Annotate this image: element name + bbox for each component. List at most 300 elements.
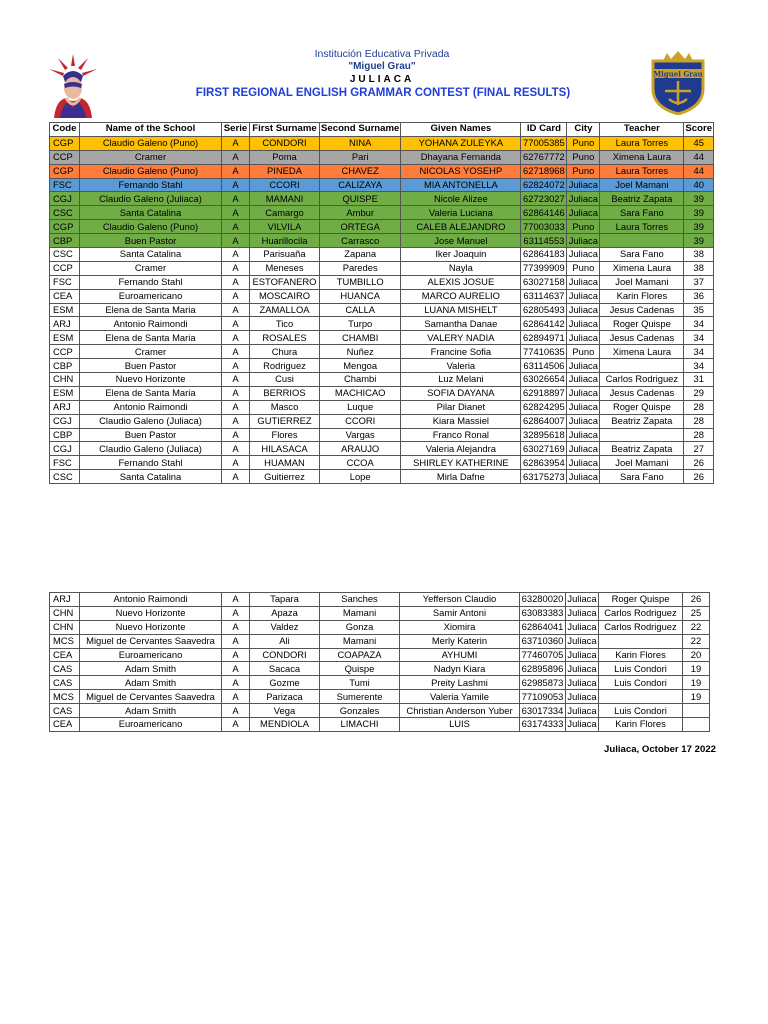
table-cell: Gonzales (320, 704, 400, 718)
table-cell: VILVILA (250, 220, 320, 234)
table-cell: 40 (684, 178, 714, 192)
table-cell: ARJ (50, 317, 80, 331)
table-cell: A (222, 164, 250, 178)
table-cell: Elena de Santa Maria (80, 331, 222, 345)
table-cell: 34 (684, 331, 714, 345)
table-cell: CCORI (320, 414, 401, 428)
table-cell: A (222, 289, 250, 303)
table-cell: Poma (250, 150, 320, 164)
table-cell: Luis Condori (599, 676, 683, 690)
table-cell: Juliaca (567, 635, 597, 647)
table-cell: ZAMALLOA (250, 303, 320, 317)
table-cell: Sara Fano (600, 206, 684, 220)
table-cell: CGP (50, 164, 80, 178)
table-cell: ROSALES (250, 331, 320, 345)
table-cell: Juliaca (567, 607, 597, 619)
table-cell: 63710360 (520, 634, 566, 648)
table-cell: Valeria Yamile (400, 690, 520, 704)
table-cell: Euroamericano (80, 648, 222, 662)
table-cell: A (222, 234, 250, 248)
table-cell: CAS (50, 676, 80, 690)
table-cell: 39 (684, 192, 714, 206)
table-cell: 77399909 (521, 261, 567, 275)
table-cell: QUISPE (320, 192, 401, 206)
table-cell: Carlos Rodriguez (599, 606, 683, 620)
table-cell (683, 704, 710, 718)
table-cell: Guitierrez (250, 470, 320, 484)
table-cell: A (222, 718, 250, 732)
table-cell: 77109053 (520, 690, 566, 704)
table-cell: Juliaca (568, 442, 598, 454)
table-cell: Paredes (320, 261, 401, 275)
table-cell: Francine Sofia (401, 345, 521, 359)
table-cell: Luque (320, 400, 401, 414)
table-cell: 45 (684, 136, 714, 150)
column-header: ID Card (521, 123, 567, 137)
table-cell: A (222, 317, 250, 331)
table-row (50, 704, 710, 718)
table-row (50, 345, 714, 359)
table-row (50, 289, 714, 303)
table-cell: Fernando Stahl (80, 178, 222, 192)
table-cell: Sara Fano (600, 470, 684, 484)
table-cell: A (222, 206, 250, 220)
table-cell: Miguel de Cervantes Saavedra (80, 690, 222, 704)
table-cell: 77460705 (520, 648, 566, 662)
table-cell: 27 (684, 442, 714, 456)
table-cell: A (222, 648, 250, 662)
table-row (50, 248, 714, 262)
table-cell: A (222, 331, 250, 345)
table-cell: Juliaca (567, 704, 597, 716)
table-cell: Joel Mamani (600, 275, 684, 289)
table-cell (599, 690, 683, 704)
table-cell (600, 234, 684, 248)
table-row (50, 178, 714, 192)
table-cell: 63280020 (520, 593, 566, 607)
table-cell: Mengoa (320, 359, 401, 373)
table-cell: Euroamericano (80, 718, 222, 732)
table-cell: CAS (50, 662, 80, 676)
table-cell: Juliaca (568, 276, 598, 288)
table-cell: 39 (684, 234, 714, 248)
table-cell (683, 718, 710, 732)
table-cell: Puno (567, 136, 600, 150)
table-cell: Mamani (320, 606, 400, 620)
table-cell: A (222, 456, 250, 470)
table-cell: MARCO AURELIO (401, 289, 521, 303)
table-cell: SHIRLEY KATHERINE (401, 456, 521, 470)
table-cell: Valeria (401, 359, 521, 373)
table-cell: 38 (684, 248, 714, 262)
table-cell: 77410635 (521, 345, 567, 359)
table-cell: Juliaca (568, 415, 598, 427)
table-cell: 38 (684, 261, 714, 275)
table-cell: CCP (50, 150, 80, 164)
table-cell: 63026654 (521, 373, 567, 387)
table-cell: Juliaca (567, 649, 597, 660)
table-cell: Kiara Massiel (401, 414, 521, 428)
table-cell: Chambi (320, 373, 401, 387)
table-cell: Juliaca (568, 179, 598, 190)
table-cell: A (222, 676, 250, 690)
table-cell: 63114553 (521, 234, 567, 248)
table-cell: 62864007 (521, 414, 567, 428)
table-cell: 63027169 (521, 442, 567, 456)
table-row (50, 662, 710, 676)
table-cell: 63114506 (521, 359, 567, 373)
table-cell: A (222, 704, 250, 718)
table-cell (599, 634, 683, 648)
table-cell: Santa Catalina (80, 470, 222, 484)
table-cell: Xiomira (400, 620, 520, 634)
column-header: Teacher (600, 123, 684, 137)
table-cell: TUMBILLO (320, 275, 401, 289)
document-date: Juliaca, October 17 2022 (604, 744, 716, 755)
table-cell: 34 (684, 359, 714, 373)
table-cell: ARJ (50, 400, 80, 414)
table-cell: Laura Torres (600, 136, 684, 150)
table-cell: Karin Flores (599, 648, 683, 662)
table-row (50, 192, 714, 206)
table-row (50, 442, 714, 456)
table-cell: Carlos Rodriguez (599, 620, 683, 634)
table-cell: Valdez (250, 620, 320, 634)
table-cell: 63083383 (520, 606, 566, 620)
table-cell: Karin Flores (599, 718, 683, 732)
table-cell: CGJ (50, 442, 80, 456)
table-cell: 62824072 (521, 178, 567, 192)
table-cell: Roger Quispe (600, 400, 684, 414)
table-cell: Vargas (320, 428, 401, 442)
table-cell: Jesus Cadenas (600, 303, 684, 317)
table-cell (600, 428, 684, 442)
table-cell: Roger Quispe (599, 593, 683, 607)
table-cell: Ximena Laura (600, 150, 684, 164)
table-cell: A (222, 150, 250, 164)
table-cell: A (222, 345, 250, 359)
table-row (50, 400, 714, 414)
table-cell: 22 (683, 620, 710, 634)
table-cell: CEA (50, 718, 80, 732)
table-cell: Apaza (250, 606, 320, 620)
table-cell: MENDIOLA (250, 718, 320, 732)
table-cell: ESM (50, 303, 80, 317)
table-cell: 62805493 (521, 303, 567, 317)
table-cell: Ambur (320, 206, 401, 220)
table-cell: ARAUJO (320, 442, 401, 456)
column-header: Second Surname (321, 123, 400, 135)
table-cell: A (222, 136, 250, 150)
table-cell: CONDORI (250, 136, 320, 150)
table-cell: Cramer (80, 150, 222, 164)
table-cell: ORTEGA (320, 220, 401, 234)
table-cell: CGJ (50, 414, 80, 428)
table-cell: 22 (683, 634, 710, 648)
table-cell: Buen Pastor (80, 359, 222, 373)
document-header (0, 48, 768, 101)
table-cell: Sanches (320, 593, 400, 607)
table-cell: BERRIOS (250, 386, 320, 400)
table-cell: 39 (684, 206, 714, 220)
table-row (50, 593, 710, 607)
table-cell: CGJ (50, 192, 80, 206)
table-cell: Meneses (250, 261, 320, 275)
table-row (50, 164, 714, 178)
table-cell: Camargo (250, 206, 320, 220)
table-cell: 34 (684, 317, 714, 331)
table-cell: 62918897 (521, 386, 567, 400)
table-cell: 26 (684, 470, 714, 484)
table-cell: CHN (50, 606, 80, 620)
table-cell: Buen Pastor (80, 428, 222, 442)
table-cell: Luis Condori (599, 662, 683, 676)
table-row (50, 261, 714, 275)
table-cell: MACHICAO (320, 386, 401, 400)
table-cell: 35 (684, 303, 714, 317)
table-cell: Adam Smith (80, 704, 222, 718)
table-cell: Claudio Galeno (Puno) (80, 220, 222, 234)
table-cell: CHAVEZ (320, 164, 401, 178)
table-cell: Tapara (250, 593, 320, 607)
table-row (50, 275, 714, 289)
table-row (50, 150, 714, 164)
table-cell: Jesus Cadenas (600, 331, 684, 345)
table-cell: Puno (567, 345, 600, 359)
table-header-row (50, 123, 714, 137)
table-cell: CALLA (320, 303, 401, 317)
table-cell: 62767772 (521, 150, 567, 164)
table-cell: Puno (567, 150, 600, 164)
table-cell: A (222, 400, 250, 414)
table-cell: A (222, 414, 250, 428)
table-cell: CGP (50, 220, 80, 234)
table-cell: Nadyn Kiara (400, 662, 520, 676)
table-cell: Claudio Galeno (Juliaca) (80, 442, 222, 456)
table-cell: Claudio Galeno (Juliaca) (80, 414, 222, 428)
column-header: First Surname (250, 123, 320, 137)
table-cell: CCOA (320, 456, 401, 470)
table-row (50, 373, 714, 387)
table-cell: Beatriz Zapata (600, 442, 684, 456)
table-cell: A (222, 386, 250, 400)
table-cell: A (222, 470, 250, 484)
table-cell: 20 (683, 648, 710, 662)
table-cell: Fernando Stahl (80, 275, 222, 289)
table-cell: CALIZAYA (320, 178, 401, 192)
table-row (50, 220, 714, 234)
table-cell: FSC (50, 275, 80, 289)
table-cell: 39 (684, 220, 714, 234)
table-cell: AYHUMI (400, 648, 520, 662)
table-cell: A (222, 690, 250, 704)
table-cell: Juliaca (568, 401, 598, 413)
table-cell: Nicole Alizee (401, 192, 521, 206)
table-cell: Juliaca (568, 429, 598, 441)
table-cell: Jose Manuel (401, 234, 521, 248)
table-cell: 62864041 (520, 620, 566, 634)
table-cell: 28 (684, 428, 714, 442)
table-row (50, 456, 714, 470)
table-cell: Samir Antoni (400, 606, 520, 620)
table-cell: 62723027 (521, 192, 567, 206)
table-cell: 25 (683, 606, 710, 620)
table-cell: 44 (684, 164, 714, 178)
table-cell: Juliaca (568, 387, 598, 399)
table-cell: Juliaca (568, 234, 598, 246)
table-cell: Cramer (80, 345, 222, 359)
column-header: Given Names (401, 123, 521, 137)
table-cell: FSC (50, 456, 80, 470)
table-cell: Elena de Santa Maria (80, 386, 222, 400)
table-cell: HILASACA (250, 442, 320, 456)
table-cell: 29 (684, 386, 714, 400)
table-cell: A (222, 442, 250, 456)
table-cell: A (222, 303, 250, 317)
table-row (50, 331, 714, 345)
table-cell: Nuevo Horizonte (80, 606, 222, 620)
table-cell: CALEB ALEJANDRO (401, 220, 521, 234)
table-cell: Santa Catalina (80, 206, 222, 220)
table-cell: Juliaca (567, 690, 597, 702)
table-cell: 62895896 (520, 662, 566, 676)
table-cell: Mamani (320, 634, 400, 648)
table-cell: Antonio Raimondi (80, 593, 222, 607)
table-cell: Christian Anderson Yuber (400, 704, 520, 718)
table-cell: 63174333 (520, 718, 566, 732)
table-cell: Gozme (250, 676, 320, 690)
table-cell: MAMANI (250, 192, 320, 206)
table-cell: Sacaca (250, 662, 320, 676)
table-cell: Ali (250, 634, 320, 648)
table-cell: 19 (683, 690, 710, 704)
table-cell: GUTIERREZ (250, 414, 320, 428)
table-cell: Sumerente (320, 690, 400, 704)
table-row (50, 317, 714, 331)
table-cell: Laura Torres (600, 220, 684, 234)
table-cell: A (222, 248, 250, 262)
table-cell: CAS (50, 704, 80, 718)
table-cell: CSC (50, 206, 80, 220)
table-cell: CEA (50, 648, 80, 662)
table-cell: Dhayana Fernanda (401, 150, 521, 164)
table-cell: Jesus Cadenas (600, 386, 684, 400)
table-cell: 62824295 (521, 400, 567, 414)
table-cell: Franco Ronal (401, 428, 521, 442)
table-cell: CBP (50, 359, 80, 373)
table-row (50, 206, 714, 220)
table-cell: ESTOFANERO (250, 275, 320, 289)
table-cell: 26 (684, 456, 714, 470)
table-cell: Puno (567, 164, 600, 178)
table-cell: Juliaca (568, 373, 598, 385)
table-cell: 63017334 (520, 704, 566, 718)
table-cell: A (222, 428, 250, 442)
table-cell: 26 (683, 593, 710, 607)
table-cell: VALERY NADIA (401, 331, 521, 345)
table-cell: Claudio Galeno (Juliaca) (80, 192, 222, 206)
column-header: Serie (222, 123, 250, 137)
table-cell: PINEDA (250, 164, 320, 178)
table-row (50, 136, 714, 150)
table-cell: CCP (50, 261, 80, 275)
table-cell: Puno (567, 261, 600, 275)
table-cell: Parizaca (250, 690, 320, 704)
table-cell: A (222, 275, 250, 289)
table-row (50, 386, 714, 400)
table-cell: Karin Flores (600, 289, 684, 303)
column-header: Name of the School (80, 123, 222, 137)
table-cell: A (222, 220, 250, 234)
table-cell: Juliaca (568, 317, 598, 329)
city-name: JULIACA (349, 74, 415, 85)
table-cell: Rodriguez (250, 359, 320, 373)
table-cell: 32895618 (521, 428, 567, 442)
table-cell: MOSCAIRO (250, 289, 320, 303)
table-cell: CHN (50, 620, 80, 634)
table-cell (600, 359, 684, 373)
table-row (50, 634, 710, 648)
table-cell: A (222, 662, 250, 676)
svg-text:Miguel Grau: Miguel Grau (653, 69, 703, 79)
table-cell: Juliaca (567, 621, 597, 633)
table-cell: HUAMAN (250, 456, 320, 470)
table-cell: Miguel de Cervantes Saavedra (80, 634, 222, 648)
table-cell: Luis Condori (599, 704, 683, 718)
table-row (50, 470, 714, 484)
column-header: City (567, 123, 600, 137)
table-cell: 63175273 (521, 470, 567, 484)
table-cell: Gonza (320, 620, 400, 634)
table-cell: HUANCA (320, 289, 401, 303)
table-row (50, 303, 714, 317)
table-cell: Iker Joaquin (401, 248, 521, 262)
table-cell: Ximena Laura (600, 261, 684, 275)
table-cell: MCS (50, 634, 80, 648)
table-cell: CONDORI (250, 648, 320, 662)
table-cell: Juliaca (568, 456, 598, 468)
table-cell: SOFIA DAYANA (401, 386, 521, 400)
table-cell: A (222, 634, 250, 648)
table-cell: CBP (50, 234, 80, 248)
table-cell: 63114637 (521, 289, 567, 303)
table-cell: A (222, 192, 250, 206)
table-cell: CSC (50, 248, 80, 262)
table-cell: 63027158 (521, 275, 567, 289)
table-cell: Elena de Santa Maria (80, 303, 222, 317)
table-cell: CBP (50, 428, 80, 442)
column-header: Code (50, 123, 80, 137)
table-cell: 62985873 (520, 676, 566, 690)
results-table-main (49, 122, 714, 484)
table-cell: Juliaca (567, 593, 597, 605)
table-cell: Nuevo Horizonte (80, 373, 222, 387)
table-cell: 62864146 (521, 206, 567, 220)
table-cell: Juliaca (567, 718, 597, 730)
table-cell: Laura Torres (600, 164, 684, 178)
table-cell: CGP (50, 136, 80, 150)
table-row (50, 606, 710, 620)
table-cell: Juliaca (567, 676, 597, 688)
table-cell: Antonio Raimondi (80, 400, 222, 414)
table-cell: 28 (684, 414, 714, 428)
table-cell: 37 (684, 275, 714, 289)
table-cell: Samantha Danae (401, 317, 521, 331)
table-cell: COAPAZA (320, 648, 400, 662)
table-cell: Sara Fano (600, 248, 684, 262)
contest-title: FIRST REGIONAL ENGLISH GRAMMAR CONTEST (FINAL RESULTS) (195, 87, 571, 99)
table-cell: CHN (50, 373, 80, 387)
